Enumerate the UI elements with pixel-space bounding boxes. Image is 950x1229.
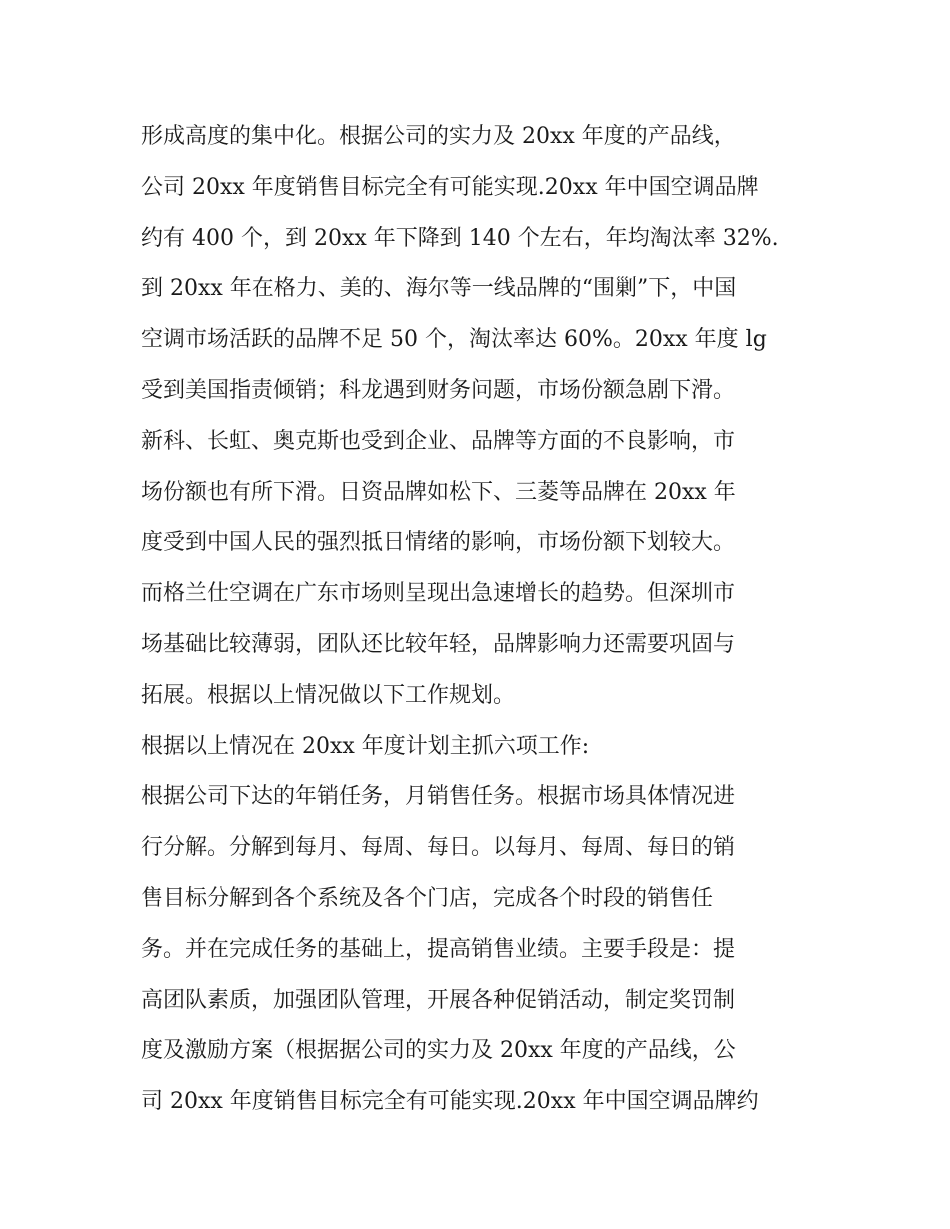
text-line: 司 20xx 年度销售目标完全有可能实现.20xx 年中国空调品牌约 <box>141 1089 759 1115</box>
text-line: 新科、长虹、奥克斯也受到企业、品牌等方面的不良影响，市 <box>141 428 736 454</box>
text-line: 公司 20xx 年度销售目标完全有可能实现.20xx 年中国空调品牌 <box>141 174 759 200</box>
text-line: 拓展。根据以上情况做以下工作规划。 <box>141 682 516 708</box>
text-line: 而格兰仕空调在广东市场则呈现出急速增长的趋势。但深圳市 <box>141 581 736 607</box>
text-line: 受到美国指责倾销；科龙遇到财务问题，市场份额急剧下滑。 <box>141 377 736 403</box>
text-line: 行分解。分解到每月、每周、每日。以每月、每周、每日的销 <box>141 835 736 861</box>
text-line: 高团队素质，加强团队管理，开展各种促销活动，制定奖罚制 <box>141 987 736 1013</box>
text-line: 根据公司下达的年销任务，月销售任务。根据市场具体情况进 <box>141 784 736 810</box>
text-line: 形成高度的集中化。根据公司的实力及 20xx 年度的产品线， <box>141 124 736 149</box>
text-line: 根据以上情况在 20xx 年度计划主抓六项工作: <box>141 733 590 759</box>
text-line: 场份额也有所下滑。日资品牌如松下、三菱等品牌在 20xx 年 <box>141 479 736 505</box>
text-line: 场基础比较薄弱，团队还比较年轻，品牌影响力还需要巩固与 <box>141 631 736 657</box>
text-line: 空调市场活跃的品牌不足 50 个，淘汰率达 60%。20xx 年度 lg <box>141 327 767 353</box>
text-line: 约有 400 个，到 20xx 年下降到 140 个左右，年均淘汰率 32%. <box>141 225 779 251</box>
text-line: 度及激励方案（根据据公司的实力及 20xx 年度的产品线，公 <box>141 1038 736 1064</box>
body-text <box>141 112 821 1128</box>
text-line: 售目标分解到各个系统及各个门店，完成各个时段的销售任 <box>141 885 714 911</box>
text-line: 务。并在完成任务的基础上，提高销售业绩。主要手段是：提 <box>141 936 736 962</box>
text-line: 到 20xx 年在格力、美的、海尔等一线品牌的“围剿”下，中国 <box>141 276 737 302</box>
text-line: 度受到中国人民的强烈抵日情绪的影响，市场份额下划较大。 <box>141 530 736 556</box>
